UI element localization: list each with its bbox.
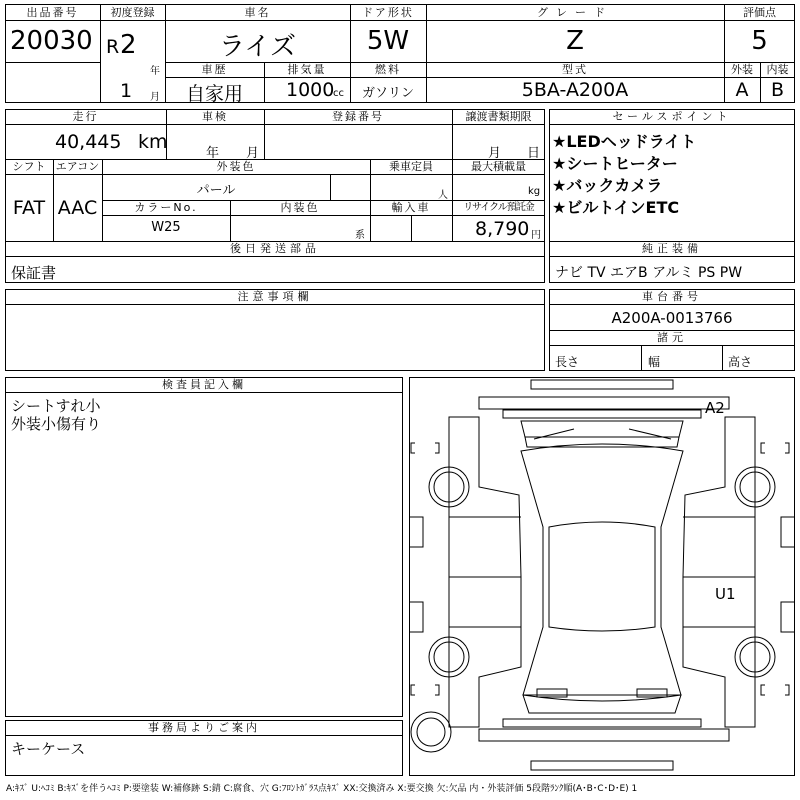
displacement: 1000 (286, 79, 335, 101)
inspection-year-unit: 年 (206, 146, 220, 161)
length-label: 長さ (555, 355, 580, 369)
exterior-grade: A (735, 79, 749, 101)
inspector-label: 検査員記入欄 (162, 378, 246, 391)
color-no: W25 (151, 220, 181, 235)
lot-label: 出品番号 (26, 6, 79, 19)
ac: AAC (57, 197, 98, 219)
chassis-label: 車台番号 (642, 290, 702, 303)
transfer-label: 譲渡書類期限 (465, 110, 532, 123)
grade: Z (566, 26, 584, 56)
shift-label: シフト (12, 160, 46, 173)
door-label: ドア形状 (362, 6, 414, 19)
recycle-label: リサイクル預託金 (463, 202, 534, 213)
interior-grade-label: 内装 (766, 63, 789, 76)
inspector-note: 外装小傷有り (11, 415, 102, 433)
genuine-items: ナビ TV エアB アルミ PS PW (555, 265, 743, 281)
inspection-label: 車検 (202, 110, 228, 123)
sales-point-item: ★ビルトインETC (552, 198, 680, 217)
grade-label: グレード (537, 6, 613, 19)
office-label: 事務局よりご案内 (148, 721, 260, 734)
inspection-month-unit: 月 (246, 146, 260, 161)
exterior-grade-label: 外装 (731, 63, 753, 76)
chassis-number: A200A-0013766 (611, 309, 733, 327)
later-parts: 保証書 (11, 264, 57, 282)
car-name-label: 車名 (244, 6, 271, 19)
load-label: 最大積載量 (471, 160, 526, 173)
interior-grade: B (770, 79, 785, 101)
first-reg-label: 初度登録 (110, 6, 155, 19)
displacement-unit: cc (333, 88, 344, 99)
shift: FAT (12, 197, 46, 219)
door-type: 5W (366, 26, 410, 56)
later-parts-label: 後日発送部品 (230, 242, 320, 255)
inspector-note: シートすれ小 (11, 397, 101, 415)
exterior-color-label: 外装色 (216, 160, 256, 173)
spec-label: 諸元 (657, 331, 687, 344)
office-note: キーケース (11, 740, 86, 758)
sales-point-item: ★シートヒーター (552, 154, 678, 173)
transfer-day-unit: 日 (527, 146, 541, 161)
damage-mark-a2: A2 (705, 399, 725, 417)
sales-point-item: ★バックカメラ (552, 176, 663, 195)
score: 5 (751, 26, 768, 56)
mileage-label: 走行 (72, 110, 99, 123)
displacement-label: 排気量 (287, 63, 327, 76)
fuel-label: 燃料 (375, 63, 401, 76)
lot-number: 20030 (10, 26, 93, 56)
history-label: 車歴 (201, 63, 228, 76)
score-label: 評価点 (743, 6, 776, 19)
era: R (106, 36, 120, 58)
damage-mark-u1: U1 (715, 585, 736, 603)
load-unit: kg (528, 186, 541, 197)
history: 自家用 (185, 83, 243, 105)
ac-label: エアコン (55, 160, 100, 173)
sales-point-item: ★LEDヘッドライト (552, 132, 697, 151)
capacity-label: 乗車定員 (389, 160, 433, 173)
notes-label: 注意事項欄 (237, 290, 313, 303)
capacity-unit: 人 (438, 190, 448, 201)
color-no-label: カラーNo. (134, 201, 198, 214)
model-code: 5BA-A200A (521, 79, 629, 101)
recycle-amount: 8,790 (475, 218, 530, 240)
interior-color-unit: 系 (355, 230, 365, 241)
reg-month: 1 (120, 80, 133, 102)
width-label: 幅 (648, 355, 661, 369)
mileage-unit: km (138, 131, 168, 153)
interior-color-label: 内装色 (280, 201, 320, 214)
mileage: 40,445 (55, 131, 122, 153)
year-unit: 年 (150, 66, 160, 77)
month-unit: 月 (150, 92, 160, 103)
exterior-color: パール (196, 183, 236, 198)
height-label: 高さ (728, 355, 753, 369)
transfer-month-unit: 月 (488, 146, 502, 161)
recycle-unit: 円 (531, 230, 541, 241)
car-name: ライズ (219, 32, 296, 62)
legend: A:ｷｽﾞ U:ﾍｺﾐ B:ｷｽﾞを伴うﾍｺﾐ P:要塗装 W:補修跡 S:錆 C:腐食、穴 G:ﾌﾛﾝﾄｶﾞﾗｽ点ｷｽﾞ XX:交換済み X:要交換 欠:欠品 内・外装評価 5段階ﾗﾝｸ順(A･B･C･D･E) 1 (6, 784, 638, 794)
reg-year: 2 (120, 30, 137, 60)
reg-no-label: 登録番号 (332, 110, 384, 123)
fuel: ガソリン (361, 86, 414, 101)
model-label: 型式 (562, 63, 588, 76)
genuine-label: 純正装備 (642, 242, 702, 255)
sales-points-label: セールスポイント (612, 110, 732, 123)
car-diagram (409, 377, 795, 776)
import-label: 輸入車 (391, 201, 431, 214)
